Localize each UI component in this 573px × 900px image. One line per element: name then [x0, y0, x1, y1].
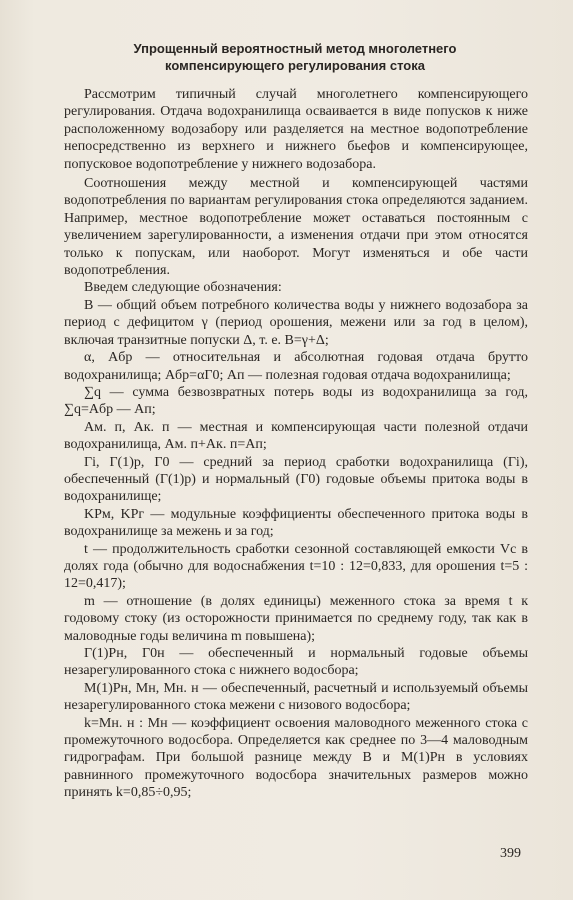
page-number: 399: [500, 846, 521, 861]
definition-M: M(1)Рн, Mн, Mн. н — обеспеченный, расчетный и используемый объемы незарегулированного стока межени с низового водосбора;: [64, 680, 528, 714]
definition-A-parts: Aм. п, Aк. п — местная и компенсирующая части полезной отдачи водохранилища, Aм. п+Aк. п=Aп;: [64, 419, 528, 453]
section-title: [60, 40, 530, 74]
definition-G-lower: Г(1)Рн, Г0н — обеспеченный и нормальный годовые объемы незарегулированного стока с нижнего водосбора;: [64, 646, 528, 679]
definition-k: k=Mн. н : Mн — коэффициент освоения маловодного меженного стока с промежуточного водосбора. Определяется как среднее по 3—4 маловодным гидрографам. При большой разнице между B и M(1)Рн в условиях равнинного промежуточного водосбора значительных размеров можно принять k=0,85÷0,95;: [64, 715, 528, 801]
title-line-1: Упрощенный вероятностный метод многолетнего: [133, 41, 457, 56]
definition-inflow: Гi, Г(1)p, Г0 — средний за период сработки водохранилища (Гi), обеспеченный (Г(1)p) и нормальный (Г0) годовые объемы притока воды в водохранилище;: [64, 454, 528, 505]
title-line-2: компенсирующего регулирования стока: [165, 58, 425, 73]
definition-K: KPм, KPг — модульные коэффициенты обеспеченного притока воды в водохранилище за межень и за год;: [64, 506, 528, 540]
paragraph-3: Введем следующие обозначения:: [84, 280, 282, 296]
definition-alpha: α, Aбр — относительная и абсолютная годовая отдача брутто водохранилища; Aбр=αГ0; Aп — полезная годовая отдача водохранилища;: [64, 350, 528, 383]
body-text: [64, 86, 528, 802]
paragraph-2: Соотношения между местной и компенсирующей частями водопотребления по вариантам регулирования стока определяются заданием. Например, местное водопотребление может оставаться постоянным с увеличением зарегулированности, а изменения отдачи при этом относятся только к попускам, или наоборот. Могут изменяться и обе части водопотребления.: [64, 176, 528, 279]
definition-losses: ∑q — сумма безвозвратных потерь воды из водохранилища за год, ∑q=Aбр — Aп;: [64, 384, 528, 418]
definition-B: B — общий объем потребного количества воды у нижнего водозабора за период с дефицитом γ (период орошения, межени или за год в целом), включая транзитные попуски Δ, т. е. B=γ+Δ;: [64, 297, 528, 348]
definition-t: t — продолжительность сработки сезонной составляющей емкости Vс в долях года (обычно для водоснабжения t=10 : 12=0,833, для орошения t=5 : 12=0,417);: [64, 541, 528, 592]
definition-m: m — отношение (в долях единицы) меженного стока за время t к годовому стоку (из осторожности принимается по среднему году, так как в маловодные годы величина m повышена);: [64, 593, 528, 644]
paragraph-1: Рассмотрим типичный случай многолетнего компенсирующего регулирования. Отдача водохранилища осваивается в виде попусков к ниже расположенному водозабору или разделяется на местное водопотребление непосредственно из верхнего и нижнего бьефов и компенсирующее, попусковое водопотребление у нижнего водозабора.: [64, 87, 528, 172]
